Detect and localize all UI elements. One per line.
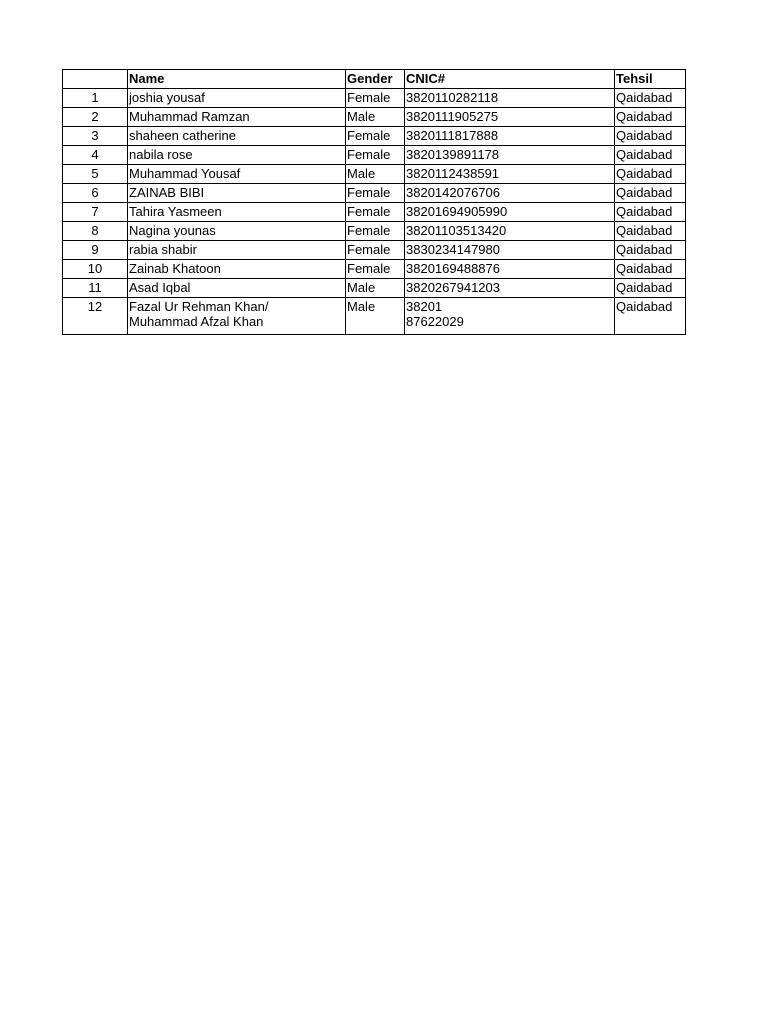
serial-cell: 8: [63, 222, 128, 241]
cnic-cell: 3820111817888: [405, 127, 615, 146]
name-cell: ZAINAB BIBI: [128, 184, 346, 203]
name-cell: shaheen catherine: [128, 127, 346, 146]
name-cell: Tahira Yasmeen: [128, 203, 346, 222]
cnic-cell: 3820112438591: [405, 165, 615, 184]
name-cell: Muhammad Yousaf: [128, 165, 346, 184]
name-cell: rabia shabir: [128, 241, 346, 260]
name-cell: Fazal Ur Rehman Khan/ Muhammad Afzal Khan: [128, 298, 346, 335]
header-cnic: CNIC#: [405, 70, 615, 89]
cnic-cell: 3820111905275: [405, 108, 615, 127]
tehsil-cell: Qaidabad: [615, 127, 686, 146]
header-row: [63, 70, 686, 89]
tehsil-cell: Qaidabad: [615, 108, 686, 127]
cnic-cell: 38201694905990: [405, 203, 615, 222]
header-tehsil: Tehsil: [615, 70, 686, 89]
gender-cell: Female: [346, 222, 405, 241]
cnic-cell: 38201 87622029: [405, 298, 615, 335]
table-row: [63, 89, 686, 108]
cnic-cell: 3820139891178: [405, 146, 615, 165]
cnic-cell: 3820169488876: [405, 260, 615, 279]
serial-cell: 10: [63, 260, 128, 279]
gender-cell: Male: [346, 298, 405, 335]
serial-cell: 5: [63, 165, 128, 184]
header-serial: [63, 70, 128, 89]
serial-cell: 1: [63, 89, 128, 108]
serial-cell: 3: [63, 127, 128, 146]
table-row: [63, 184, 686, 203]
tehsil-cell: Qaidabad: [615, 165, 686, 184]
table-body: [63, 89, 686, 335]
gender-cell: Female: [346, 127, 405, 146]
serial-cell: 2: [63, 108, 128, 127]
tehsil-cell: Qaidabad: [615, 279, 686, 298]
serial-cell: 11: [63, 279, 128, 298]
gender-cell: Male: [346, 165, 405, 184]
name-cell: Asad Iqbal: [128, 279, 346, 298]
table-row: [63, 279, 686, 298]
cnic-cell: 38201103513420: [405, 222, 615, 241]
gender-cell: Male: [346, 108, 405, 127]
table-row: [63, 222, 686, 241]
name-cell: Zainab Khatoon: [128, 260, 346, 279]
gender-cell: Female: [346, 89, 405, 108]
header-name: Name: [128, 70, 346, 89]
tehsil-cell: Qaidabad: [615, 89, 686, 108]
cnic-cell: 3830234147980: [405, 241, 615, 260]
cnic-cell: 3820267941203: [405, 279, 615, 298]
tehsil-cell: Qaidabad: [615, 203, 686, 222]
serial-cell: 12: [63, 298, 128, 335]
table-row: [63, 108, 686, 127]
cnic-cell: 3820110282118: [405, 89, 615, 108]
gender-cell: Female: [346, 241, 405, 260]
table-row: [63, 127, 686, 146]
records-table: [62, 69, 686, 335]
gender-cell: Female: [346, 260, 405, 279]
gender-cell: Female: [346, 203, 405, 222]
name-cell: Nagina younas: [128, 222, 346, 241]
gender-cell: Female: [346, 184, 405, 203]
gender-cell: Male: [346, 279, 405, 298]
tehsil-cell: Qaidabad: [615, 146, 686, 165]
table-row: [63, 203, 686, 222]
name-cell: Muhammad Ramzan: [128, 108, 346, 127]
table-row: [63, 241, 686, 260]
table-row: [63, 146, 686, 165]
tehsil-cell: Qaidabad: [615, 260, 686, 279]
serial-cell: 4: [63, 146, 128, 165]
table-header: [63, 70, 686, 89]
name-cell: nabila rose: [128, 146, 346, 165]
serial-cell: 9: [63, 241, 128, 260]
table-row: [63, 260, 686, 279]
tehsil-cell: Qaidabad: [615, 241, 686, 260]
cnic-cell: 3820142076706: [405, 184, 615, 203]
tehsil-cell: Qaidabad: [615, 184, 686, 203]
serial-cell: 7: [63, 203, 128, 222]
table-row: [63, 165, 686, 184]
tehsil-cell: Qaidabad: [615, 222, 686, 241]
spreadsheet-page: [62, 69, 686, 335]
table-row: [63, 298, 686, 335]
gender-cell: Female: [346, 146, 405, 165]
name-cell: joshia yousaf: [128, 89, 346, 108]
tehsil-cell: Qaidabad: [615, 298, 686, 335]
serial-cell: 6: [63, 184, 128, 203]
header-gender: Gender: [346, 70, 405, 89]
